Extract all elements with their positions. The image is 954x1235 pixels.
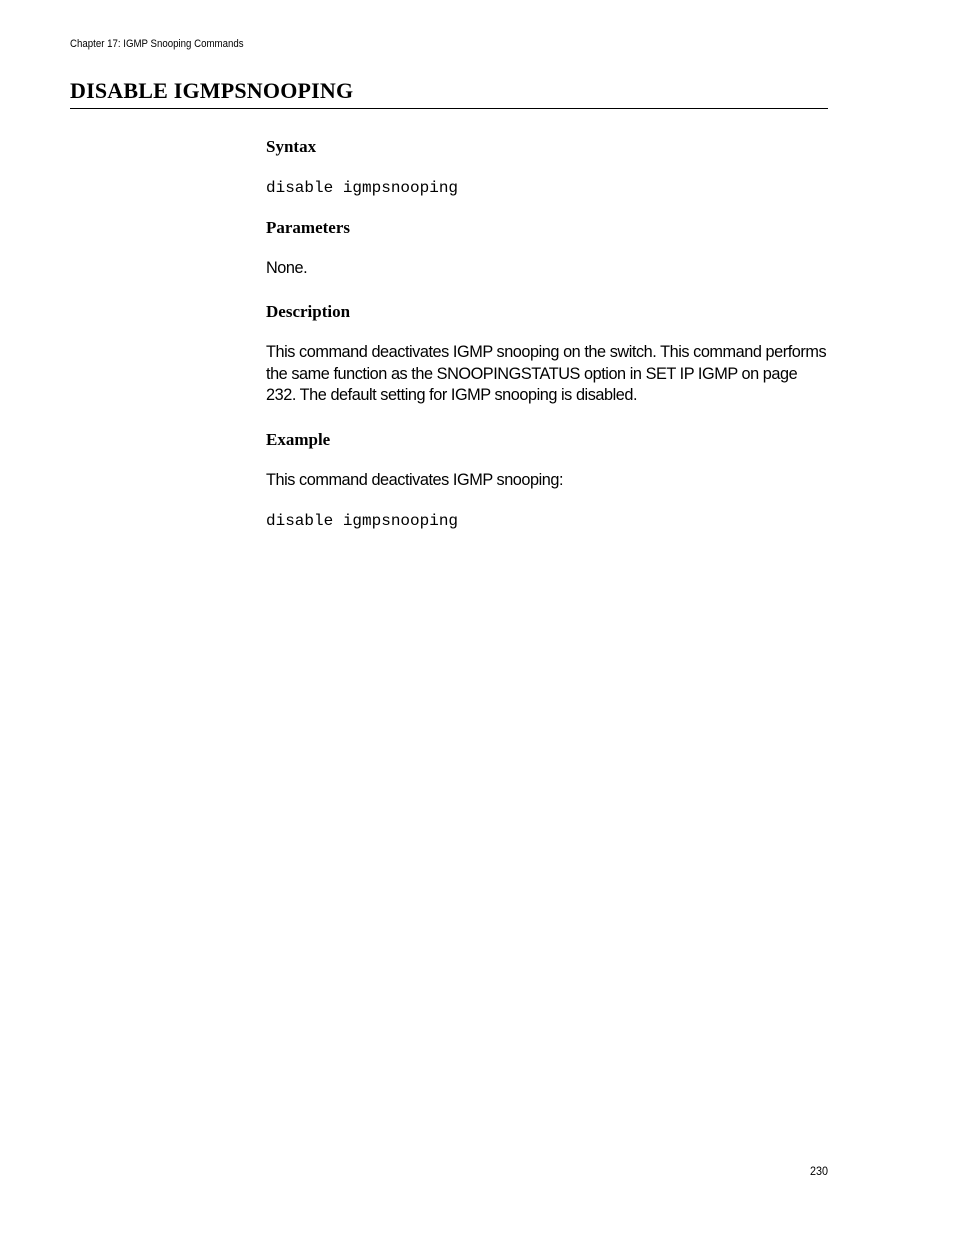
syntax-code: disable igmpsnooping	[266, 179, 459, 197]
parameters-text: None.	[266, 259, 308, 277]
example-code: disable igmpsnooping	[266, 512, 459, 530]
example-heading: Example	[266, 430, 331, 449]
page-number: 230	[809, 1164, 828, 1178]
example-text: This command deactivates IGMP snooping:	[266, 471, 564, 489]
syntax-heading: Syntax	[266, 137, 317, 156]
running-header: Chapter 17: IGMP Snooping Commands	[70, 38, 244, 50]
page-title: DISABLE IGMPSNOOPING	[70, 77, 828, 109]
description-heading: Description	[266, 302, 351, 321]
description-text: This command deactivates IGMP snooping on the switch. This command performs the same function as the SNOOPINGSTATUS option in SET IP IGMP on page 232. The default setting for IGMP snooping is disabled.	[266, 343, 827, 404]
parameters-heading: Parameters	[266, 218, 351, 237]
